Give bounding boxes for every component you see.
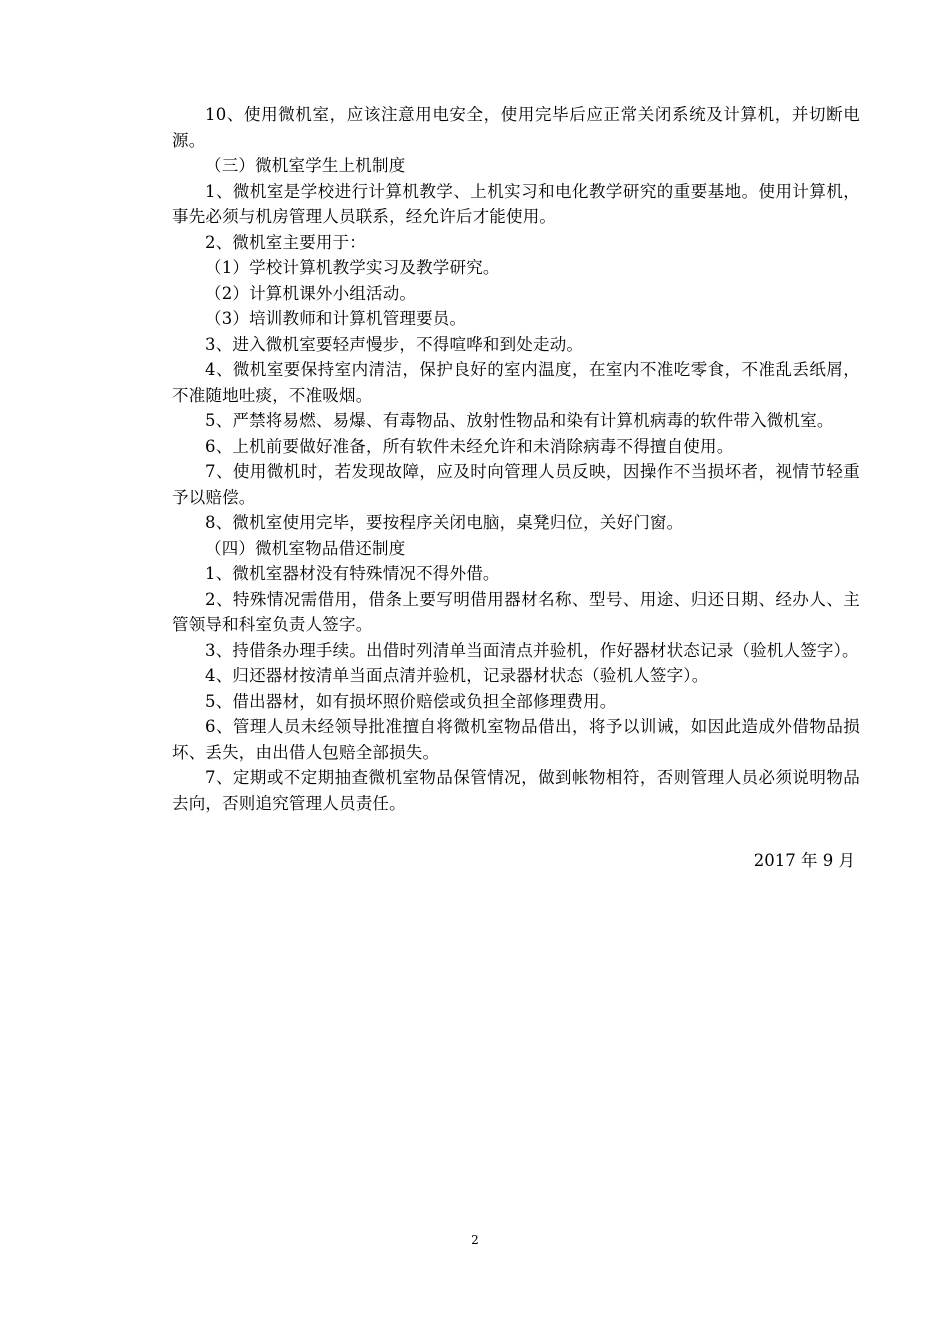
paragraph-borrow-rule-3: 3、持借条办理手续。出借时列清单当面清点并验机，作好器材状态记录（验机人签字）。: [205, 640, 859, 660]
paragraph-borrow-rule-7: 7、定期或不定期抽查微机室物品保管情况，做到帐物相符，否则管理人员必须说明物品去向，否则追究管理人员责任。: [172, 768, 860, 813]
page-number: 2: [471, 1233, 479, 1247]
document-body: [172, 102, 860, 816]
section-heading-borrowing-rules: （四）微机室物品借还制度: [205, 538, 406, 558]
paragraph-rule-1: 1、微机室是学校进行计算机教学、上机实习和电化教学研究的重要基地。使用计算机，事先必须与机房管理人员联系，经允许后才能使用。: [172, 181, 860, 226]
paragraph-rule-6: 6、上机前要做好准备，所有软件未经允许和未消除病毒不得擅自使用。: [205, 436, 734, 456]
paragraph-borrow-rule-5: 5、借出器材，如有损坏照价赔偿或负担全部修理费用。: [205, 691, 617, 711]
paragraph-borrow-rule-4: 4、归还器材按清单当面点清并验机，记录器材状态（验机人签字）。: [205, 666, 709, 685]
document-date: 2017 年 9 月: [753, 851, 855, 870]
paragraph-rule-2-sub-2: （2）计算机课外小组活动。: [205, 283, 417, 303]
paragraph-rule-7: 7、使用微机时，若发现故障，应及时向管理人员反映，因操作不当损坏者，视情节轻重予以赔偿。: [172, 462, 860, 507]
paragraph-borrow-rule-6: 6、管理人员未经领导批准擅自将微机室物品借出，将予以训诫，如因此造成外借物品损坏、丢失，由出借人包赔全部损失。: [172, 717, 860, 762]
paragraph-rule-2: 2、微机室主要用于：: [205, 232, 366, 252]
paragraph-rule-5: 5、严禁将易燃、易爆、有毒物品、放射性物品和染有计算机病毒的软件带入微机室。: [205, 411, 834, 430]
paragraph-rule-2-sub-1: （1）学校计算机教学实习及教学研究。: [205, 258, 500, 277]
paragraph-rule-2-sub-3: （3）培训教师和计算机管理要员。: [205, 309, 467, 328]
paragraph-borrow-rule-2: 2、特殊情况需借用，借条上要写明借用器材名称、型号、用途、归还日期、经办人、主管领导和科室负责人签字。: [172, 589, 860, 634]
paragraph-rule-3: 3、进入微机室要轻声慢步，不得喧哗和到处走动。: [205, 334, 584, 354]
paragraph-rule-8: 8、微机室使用完毕，要按程序关闭电脑，桌凳归位，关好门窗。: [205, 513, 684, 532]
paragraph-rule-4: 4、微机室要保持室内清洁，保护良好的室内温度，在室内不准吃零食，不准乱丢纸屑，不准随地吐痰，不准吸烟。: [172, 360, 860, 405]
paragraph-borrow-rule-1: 1、微机室器材没有特殊情况不得外借。: [205, 564, 500, 583]
section-heading-student-rules: （三）微机室学生上机制度: [205, 156, 406, 175]
paragraph-item-10-power-safety: 10、使用微机室，应该注意用电安全，使用完毕后应正常关闭系统及计算机，并切断电源。: [172, 105, 860, 150]
